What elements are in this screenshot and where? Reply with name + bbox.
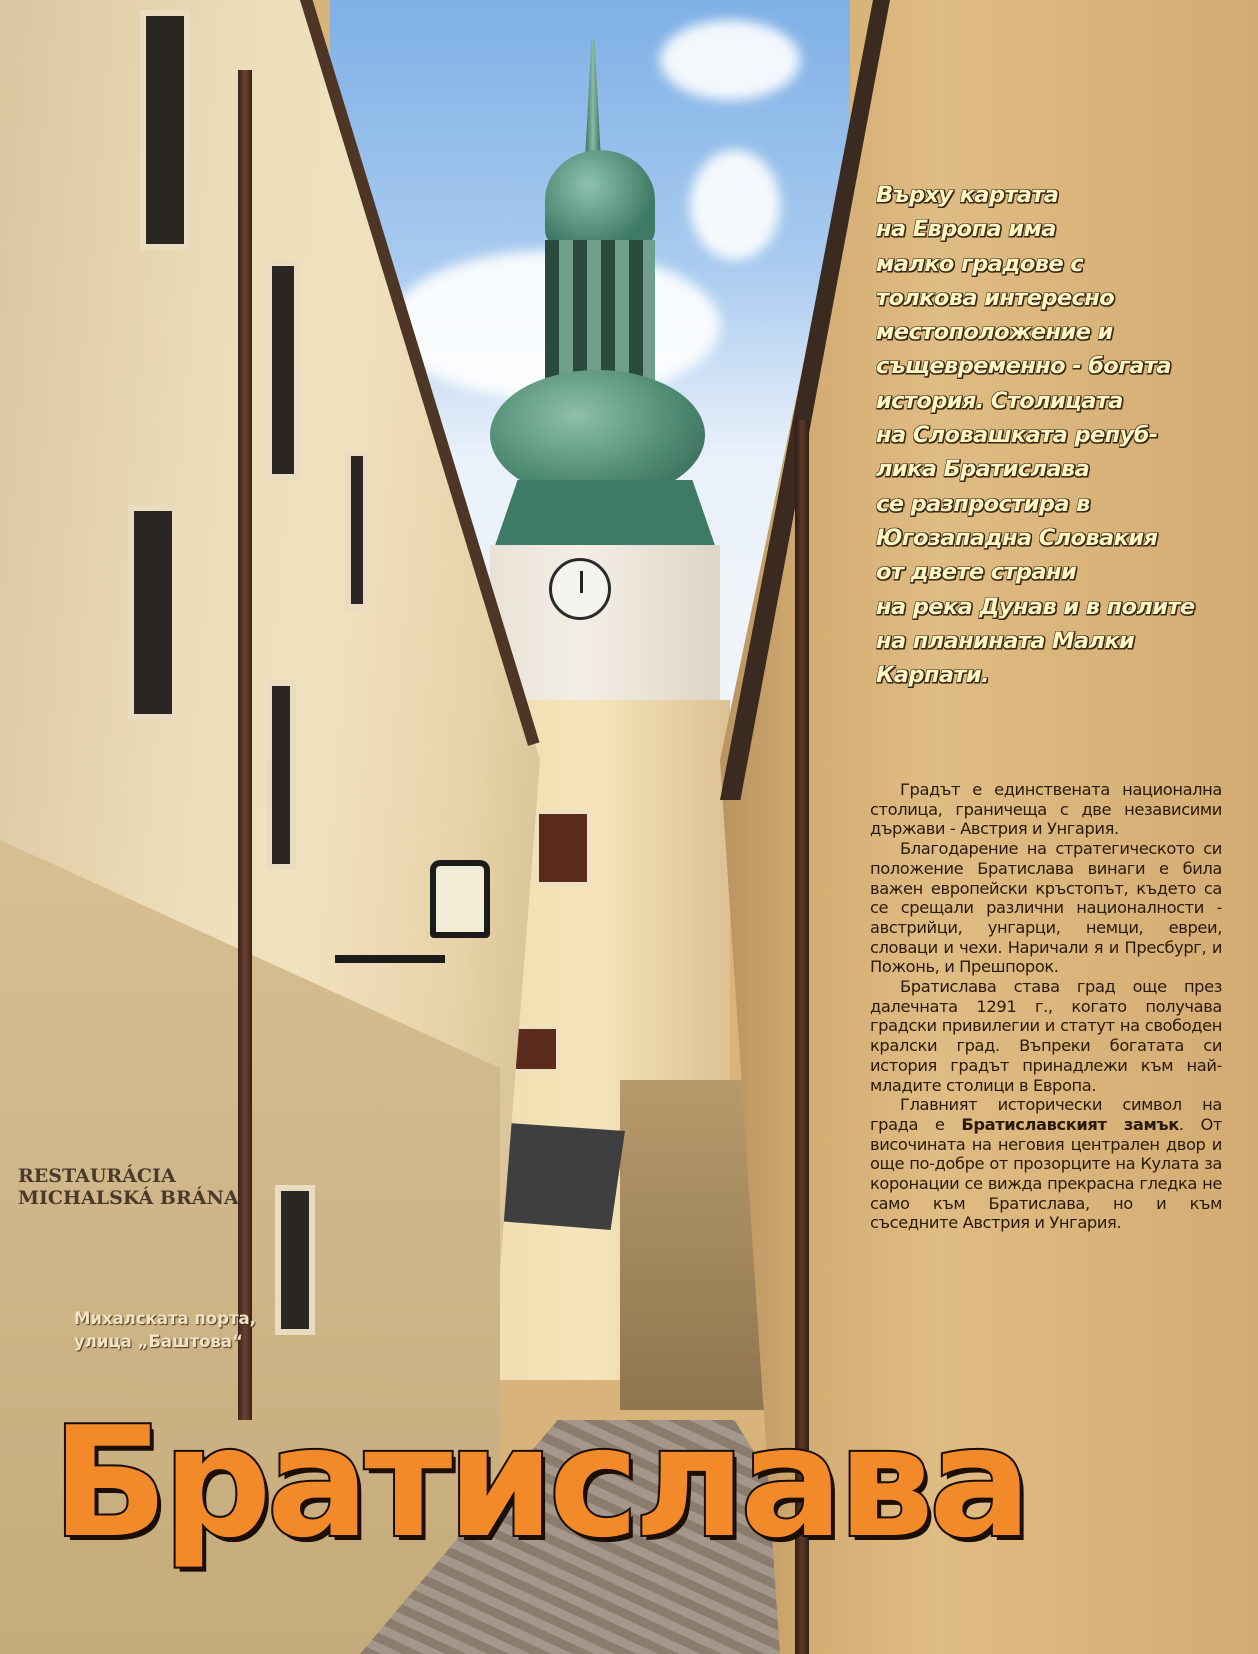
paragraph: Благодарение на стратегическото си положение Братислава винаги е била важен европейски кръстопът, където са се срещали различни националности - австрийци, унгарци, немци, евреи, словаци и чехи. Наричали я и Пресбург, и Пожонь, и Прешпорок.	[870, 839, 1222, 977]
intro-line: лика Братислава	[876, 456, 1090, 483]
cloud	[660, 20, 800, 100]
window	[345, 450, 369, 610]
caption-line-1: Михалската порта,	[74, 1309, 256, 1328]
page-title: Братислава	[52, 1394, 1027, 1571]
intro-line: толкова интересно	[876, 284, 1115, 311]
intro-line: местоположение и	[876, 319, 1113, 346]
intro-line: Югозападна Словакия	[876, 524, 1158, 551]
window	[512, 1025, 560, 1073]
intro-line: малко градове с	[876, 250, 1083, 277]
intro-text	[876, 178, 1248, 692]
restaurant-sign	[18, 1165, 239, 1209]
sign-line-1: RESTAURÁCIA	[18, 1165, 176, 1187]
window	[128, 505, 178, 720]
intro-line: същевременно - богата	[876, 353, 1171, 380]
tower-lantern	[545, 240, 655, 380]
caption-line-2: улица „Баштова“	[74, 1332, 243, 1351]
clock-icon	[549, 558, 611, 620]
window	[535, 810, 591, 886]
window	[266, 680, 296, 870]
intro-line: история. Столицата	[876, 387, 1123, 414]
cloud	[690, 150, 780, 260]
window	[275, 1185, 315, 1335]
paragraph-text: . От височината на неговия централен двор и още по-добре от прозорците на Кулата за коронации се вижда прекрасна гледка не само към Братислава, но и към съседните Австрия и Унгария.	[870, 1114, 1222, 1233]
drainpipe	[238, 70, 252, 1420]
intro-line: се разпростира в	[876, 490, 1090, 517]
paragraph-text: Главният исторически символ на града е	[870, 1095, 1222, 1134]
paragraph	[870, 1095, 1222, 1233]
intro-line: на река Дунав и в полите	[876, 593, 1195, 620]
intro-line: на планината Малки	[876, 627, 1135, 654]
paragraph: Братислава става град още през далечната 1291 г., когато получава градски привилегии и статут на свободен кралски град. Въпреки богатата си история градът принадлежи към най-младите столици в Европа.	[870, 977, 1222, 1095]
intro-line: Върху картата	[876, 182, 1059, 208]
intro-line: на Словашката репуб-	[876, 422, 1158, 449]
intro-line: Карпати.	[876, 662, 989, 689]
castle-name: Братиславският замък	[961, 1114, 1179, 1134]
window	[140, 10, 190, 250]
paragraph: Градът е единствената национална столица, граничеща с две независими държави - Австрия и Унгария.	[870, 780, 1222, 839]
intro-line: от двете страни	[876, 559, 1077, 586]
street-lamp-icon	[430, 860, 490, 938]
article-body	[870, 780, 1222, 1233]
intro-line: на Европа има	[876, 216, 1056, 243]
lamp-bracket	[335, 955, 445, 963]
photo-caption	[74, 1307, 256, 1353]
sign-line-2: MICHALSKÁ BRÁNA	[18, 1187, 239, 1209]
window	[266, 260, 300, 480]
tower-cap	[545, 150, 655, 250]
